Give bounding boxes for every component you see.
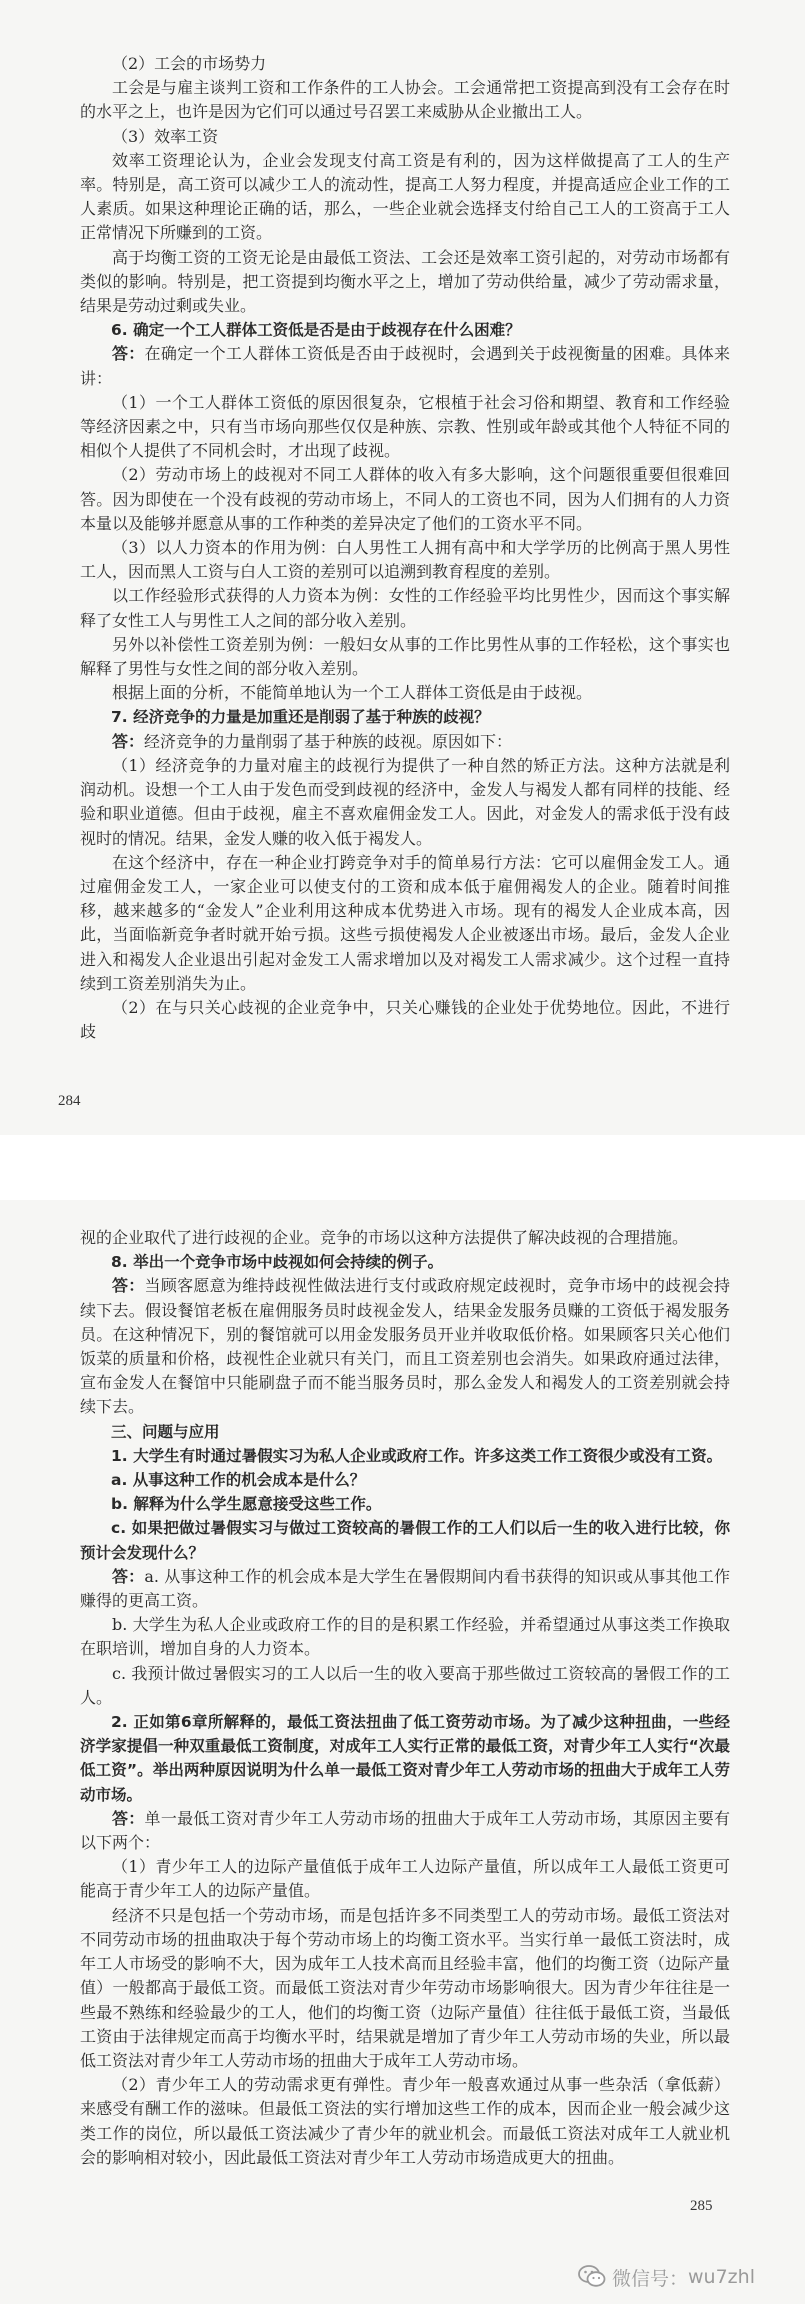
answer-text: 经济竞争的力量削弱了基于种族的歧视。原因如下： <box>144 731 513 751</box>
paragraph <box>80 1807 730 1855</box>
paragraph: （1）一个工人群体工资低的原因很复杂，它根植于社会习俗和期望、教育和工作经验等经济因素之中，只有当市场向那些仅仅是种族、宗教、性别或年龄或其他个人特征不同的相似个人提供了不同机会时，才出现了歧视。 <box>80 392 730 461</box>
paragraph: （2）劳动市场上的歧视对不同工人群体的收入有多大影响，这个问题很重要但很难回答。因为即使在一个没有歧视的劳动市场上，不同人的工资也不同，因为人们拥有的人力资本量以及能够并愿意从事的工作种类的差异决定了他们的工资水平不同。 <box>80 465 730 533</box>
question-text: 1. 大学生有时通过暑假实习为私人企业或政府工作。许多这类工作工资很少或没有工资。 <box>111 1446 723 1465</box>
paragraph: c. 我预计做过暑假实习的工人以后一生的收入要高于那些做过工资较高的暑假工作的工人。 <box>80 1663 730 1707</box>
page-number: 284 <box>58 1093 81 1109</box>
paragraph: 以工作经验形式获得的人力资本为例：女性的工作经验平均比男性少，因而这个事实解释了女性工人与男性工人之间的部分收入差别。 <box>80 586 730 630</box>
paragraph: 工会是与雇主谈判工资和工作条件的工人协会。工会通常把工资提高到没有工会存在时的水平之上，也许是因为它们可以通过号召罢工来威胁从企业撤出工人。 <box>80 78 730 122</box>
answer-text: 单一最低工资对青少年工人劳动市场的扭曲大于成年工人劳动市场，其原因主要有以下两个： <box>80 1808 730 1853</box>
question-text: b. 解释为什么学生愿意接受这些工作。 <box>111 1495 382 1514</box>
answer-label: 答： <box>112 1276 145 1296</box>
paragraph: （3）效率工资 <box>112 126 219 146</box>
question-text: 2. 正如第6章所解释的，最低工资法扭曲了低工资劳动市场。为了减少这种扭曲，一些经济学家提倡一种双重最低工资制度，对成年工人实行正常的最低工资，对青少年工人实行“次最低工资”。举出两种原因说明为什么单一最低工资对青少年工人劳动市场的扭曲大于成年工人劳动市场。 <box>80 1713 730 1804</box>
question-text: 7. 经济竞争的力量是加重还是削弱了基于种族的歧视？ <box>111 708 490 727</box>
paragraph: b. 大学生为私人企业或政府工作的目的是积累工作经验，并希望通过从事这类工作换取在职培训，增加自身的人力资本。 <box>80 1615 730 1659</box>
paragraph: 在这个经济中，存在一种企业打跨竞争对手的简单易行方法：它可以雇佣金发工人。通过雇佣金发工人，一家企业可以使支付的工资和成本低于雇佣褐发人的企业。随着时间推移，越来越多的“金发人”企业利用这种成本优势进入市场。现有的褐发人企业成本高，因此，当面临新竞争者时就开始亏损。这些亏损使褐发人企业被逐出市场。最后，金发人企业进入和褐发人企业退出引起对金发工人需求增加以及对褐发工人需求减少。这个过程一直持续到工资差别消失为止。 <box>80 852 730 993</box>
page-285 <box>0 1200 805 2304</box>
paragraph: （3）以人力资本的作用为例：白人男性工人拥有高中和大学学历的比例高于黑人男性工人，因而黑人工资与白人工资的差别可以追溯到教育程度的差别。 <box>80 538 730 582</box>
paragraph: 高于均衡工资的工资无论是由最低工资法、工会还是效率工资引起的，对劳动市场都有类似的影响。特别是，把工资提到均衡水平之上，增加了劳动供给量，减少了劳动需求量，结果是劳动过剩或失业。 <box>80 247 730 316</box>
paragraph <box>80 1274 730 1419</box>
paragraph <box>80 730 730 754</box>
wechat-logo-icon <box>578 2264 606 2290</box>
paragraph <box>80 1565 730 1613</box>
paragraph: 根据上面的分析，不能简单地认为一个工人群体工资低是由于歧视。 <box>112 683 593 703</box>
paragraph: （2）在与只关心歧视的企业竞争中，只关心赚钱的企业处于优势地位。因此，不进行歧 <box>80 997 730 1042</box>
paragraph: 经济不只是包括一个劳动市场，而是包括许多不同类型工人的劳动市场。最低工资法对不同劳动市场的扭曲取决于每个劳动市场上的均衡工资水平。当实行单一最低工资法时，成年工人市场受的影响不大，因为成年工人技术高而且经验丰富，他们的均衡工资（边际产量值）一般都高于最低工资。而最低工资法对青少年劳动市场影响很大。因为青少年往往是一些最不熟练和经验最少的工人，他们的均衡工资（边际产量值）往往低于最低工资，当最低工资由于法律规定而高于均衡水平时，结果就是增加了青少年工人劳动市场的失业，所以最低工资法对青少年工人劳动市场的扭曲大于成年工人劳动市场。 <box>80 1905 730 2070</box>
watermark-prefix: 微信号： <box>612 2267 689 2290</box>
question-text: a. 从事这种工作的机会成本是什么？ <box>111 1471 366 1490</box>
paragraph: 效率工资理论认为，企业会发现支付高工资是有利的，因为这样做提高了工人的生产率。特别是，高工资可以减少工人的流动性，提高工人努力程度，并提高适应企业工作的工人素质。如果这种理论正确的话，那么，一些企业就会选择支付给自己工人的工资高于工人正常情况下所赚到的工资。 <box>80 150 730 243</box>
answer-text: 在确定一个工人群体工资低是否由于歧视时，会遇到关于歧视衡量的困难。具体来讲： <box>80 344 730 388</box>
paragraph <box>80 342 730 390</box>
page-285-text <box>80 1226 730 2170</box>
answer-label: 答： <box>112 1566 145 1586</box>
paragraph: （1）经济竞争的力量对雇主的歧视行为提供了一种自然的矫正方法。这种方法就是利润动机。设想一个工人由于发色而受到歧视的经济中，金发人与褐发人都有同样的技能、经验和职业道德。但由于歧视，雇主不喜欢雇佣金发工人。因此，对金发人的需求低于没有歧视时的情况。结果，金发人赚的收入低于褐发人。 <box>80 755 730 848</box>
paragraph: （1）青少年工人的边际产量值低于成年工人边际产量值，所以成年工人最低工资更可能高于青少年工人的边际产量值。 <box>80 1857 730 1901</box>
question-text: c. 如果把做过暑假实习与做过工资较高的暑假工作的工人们以后一生的收入进行比较，你预计会发现什么？ <box>80 1519 730 1562</box>
paragraph: （2）工会的市场势力 <box>112 54 267 73</box>
page-number: 285 <box>690 2198 713 2214</box>
question-text: 6. 确定一个工人群体工资低是否是由于歧视存在什么困难？ <box>111 321 521 340</box>
page-284 <box>0 0 805 1135</box>
watermark-id: wu7zhl <box>688 2266 755 2288</box>
section-heading: 三、问题与应用 <box>111 1422 220 1441</box>
answer-label: 答： <box>112 1808 145 1828</box>
paragraph: （2）青少年工人的劳动需求更有弹性。青少年一般喜欢通过从事一些杂活（拿低薪）来感受有酬工作的滋味。但最低工资法的实行增加这些工作的成本，因而企业一般会减少这类工作的岗位，所以最低工资法减少了青少年的就业机会。而最低工资法对成年工人就业机会的影响相对较小，因此最低工资法对青少年工人劳动市场造成更大的扭曲。 <box>80 2075 730 2167</box>
question-text: 8. 举出一个竞争市场中歧视如何会持续的例子。 <box>111 1253 444 1272</box>
answer-label: 答： <box>112 344 145 364</box>
answer-text: a. 从事这种工作的机会成本是大学生在暑假期间内看书获得的知识或从事其他工作赚得的更高工资。 <box>80 1566 730 1611</box>
paragraph: 另外以补偿性工资差别为例：一般妇女从事的工作比男性从事的工作轻松，这个事实也解释了男性与女性之间的部分收入差别。 <box>80 634 730 679</box>
paragraph: 视的企业取代了进行歧视的企业。竞争的市场以这种方法提供了解决歧视的合理措施。 <box>80 1228 689 1247</box>
page-gap <box>0 1135 805 1200</box>
wechat-watermark <box>578 2262 755 2292</box>
page-284-text <box>80 52 730 1044</box>
answer-text: 当顾客愿意为维持歧视性做法进行支付或政府规定歧视时，竞争市场中的歧视会持续下去。假设餐馆老板在雇佣服务员时歧视金发人，结果金发服务员赚的工资低于褐发服务员。在这种情况下，别的餐馆就可以用金发服务员开业并收取低价格。如果顾客只关心他们饭菜的质量和价格，歧视性企业就只有关门，而且工资差别也会消失。如果政府通过法律，宣布金发人在餐馆中只能刷盘子而不能当服务员时，那么金发人和褐发人的工资差别就会持续下去。 <box>80 1276 730 1417</box>
answer-label: 答： <box>112 731 145 751</box>
